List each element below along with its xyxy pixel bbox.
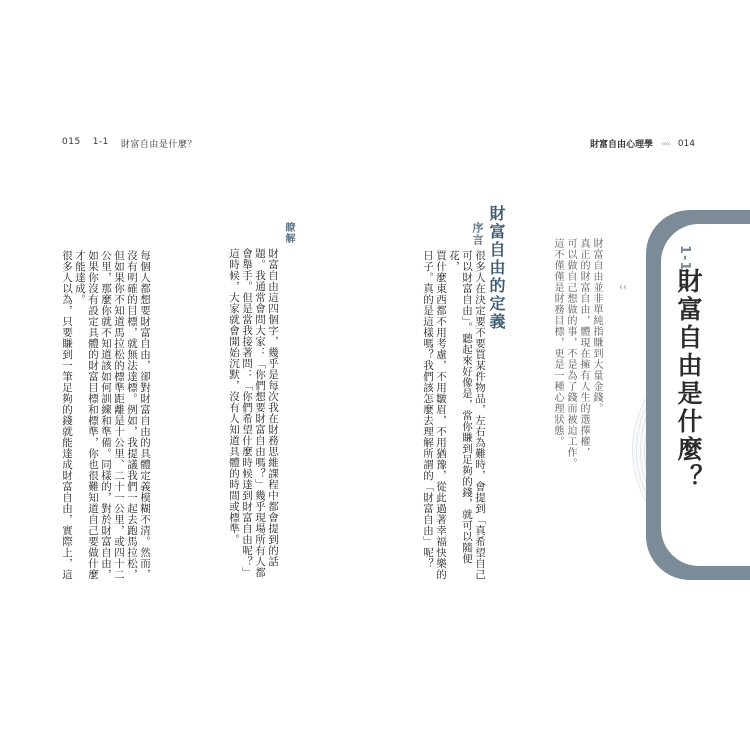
body-text-block <box>60 250 151 580</box>
body-line: 可以財富自由」。聽起來好像是，當你賺到足夠的錢，就可以隨便花， <box>448 250 473 564</box>
intro-line: 財富自由並非單純指賺到大量金錢。 <box>591 238 602 414</box>
body-line: 很多人在決定要不要買某件物品，左右為難時，會提到「真希望自己 <box>474 250 486 580</box>
body-text-block <box>227 248 279 578</box>
intro-line: 這不僅僅是財務目標，更是一種心理狀態。 <box>552 238 563 447</box>
body-line: 但如果你不知道馬拉松的標準距離是十公里、二十一公里，或四十二 <box>113 250 125 580</box>
body-line: 每個人都想要財富自由，卻對財富自由的具體定義模糊不清。然而， <box>139 250 151 580</box>
intro-line: 可以做自己想做的事，不是為了錢而被迫工作。 <box>565 238 576 469</box>
body-line: 日子。真的是這樣嗎？我們該怎麼去理解所謂的「財富自由」呢？ <box>422 250 434 569</box>
left-section-title: 財富自由是什麼？ <box>120 140 197 150</box>
book-title: 財富自由心理學 <box>590 140 654 150</box>
body-line: 題。我通常會問大家：「你們想要財富自由嗎？」幾乎現場所有人都 <box>254 248 266 578</box>
intro-line: 真正的財富自由，體現在擁有人生的選擇權， <box>578 238 589 458</box>
quote-mark-icon: ‹‹ <box>619 282 627 293</box>
chapter-intro <box>551 238 603 488</box>
sub-label: 瞭解 <box>283 222 294 244</box>
right-page-number: 014 <box>677 138 695 149</box>
body-line: 財富自由這四個字，幾乎是每次我在財務思維課程中都會提到的話 <box>267 248 279 567</box>
left-page-number: 015 <box>62 137 81 147</box>
chapter-number: 1-1 <box>677 245 692 272</box>
left-section-number: 1-1 <box>92 137 109 147</box>
body-line: 很多人以為，只要賺到一筆足夠的錢就能達成財富自由，實際上，這 <box>61 250 73 580</box>
chevron-marker-icon: ‹‹‹‹ <box>661 139 670 148</box>
body-line: 會舉手。但是當我接著問：「你們希望什麼時候達到財富自由呢？」 <box>241 248 253 578</box>
chapter-title: 財富自由是什麼？ <box>674 268 703 492</box>
body-line: 這時候，大家就會開始沉默，沒有人知道具體的時間或標準。 <box>228 248 240 545</box>
body-line: 沒有明確的目標，就無法達標。例如，我提議我們一起去跑馬拉松， <box>126 250 138 580</box>
body-line: 買什麼東西都不用考慮，不用皺眉，不用猶豫，從此過著幸福快樂的 <box>435 250 447 580</box>
section-title: 財富自由的定義 <box>487 205 506 331</box>
right-running-head <box>590 137 695 150</box>
body-line: 如果你沒有設定具體的財富目標和標準，你也很難知道自己要做什麼 <box>87 250 99 580</box>
body-line: 才能達成。 <box>74 250 86 305</box>
body-text-block <box>421 250 486 580</box>
preface-label: 序言 <box>471 222 484 246</box>
left-running-head <box>62 137 197 150</box>
body-line: 公里，那麼你就不知道該如何訓練和準備。同樣的，對於財富自由， <box>100 250 112 580</box>
